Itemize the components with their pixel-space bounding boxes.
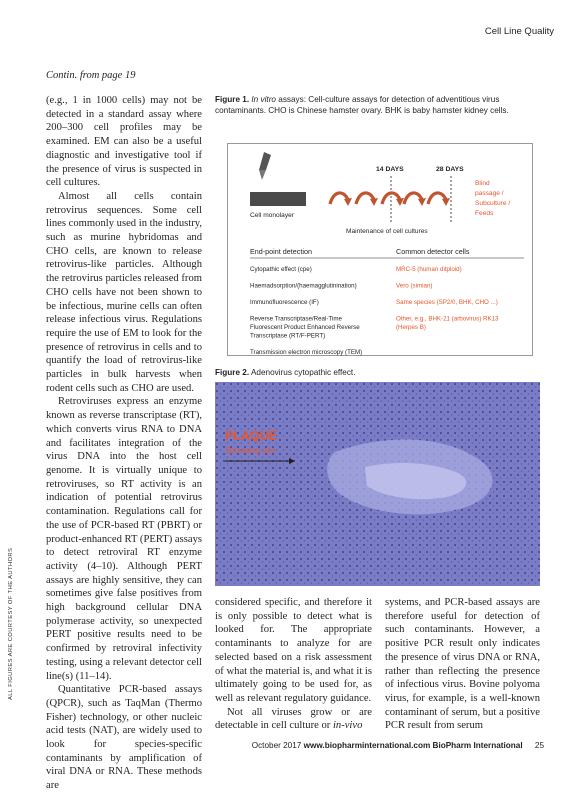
maintenance-arrowhead [442,198,450,206]
day-28-label: 28 DAYS [436,166,464,173]
maintenance-arrowhead [344,198,352,206]
maintenance-arrow [404,193,422,204]
endpoint-method: Reverse Transcriptase/Real-Time [250,315,342,323]
paragraph: Almost all cells contain retrovirus sequences. Some cell lines commonly used in the industry, such as murine hybridomas and CHO cells, are known to release retrovirus-like particles. Although the retrovirus particles released from CHO cells have not been shown to be infectious, murine cells can often release infectious virus. Regulations require the use of EM to look for the presence of retrovirus in cells and to quantify the load of retrovirus-like particles in bulk harvests when rodent cells such as CHO are used. [46,190,202,394]
endpoint-method: Cytopathic effect (cpe) [250,266,312,273]
running-header: Cell Line Quality [484,26,554,37]
paragraph [215,706,372,733]
detector-cells: Vero (simian) [396,282,433,290]
endpoint-method: Immunofluorescence (IF) [250,299,319,306]
figure-1-italic: In vitro [251,95,276,104]
cell-monolayer-plate [250,192,306,206]
figure-2-caption-text: Adenovirus cytopathic effect. [249,368,356,377]
website: www.biopharminternational.com [303,741,431,750]
detector-cells: (Herpes B) [396,324,426,331]
endpoint-header: End-point detection [250,247,312,256]
blind-label: Subculture / [475,200,511,207]
blind-label: Feeds [475,210,494,217]
column-3 [385,596,540,733]
detector-header: Common detector cells [396,247,470,256]
detector-cells: MRC-5 (human ditploid) [396,266,462,273]
column-1 [46,94,202,793]
figure-1-caption-text: assays: Cell-culture assays for detection of adventitious virus contaminants. CHO is Chinese hamster ovary. BHK is baby hamster kidney cells. [215,95,509,115]
figure-1-caption [215,95,530,116]
figure-credit: ALL FIGURES ARE COURTESY OF THE AUTHORS [8,547,14,700]
maintenance-arrowhead [418,198,426,206]
figure-1-label: Figure 1. [215,95,250,104]
day-14-label: 14 DAYS [376,166,404,173]
endpoint-method: Fluorescent Product Enhanced Reverse [250,324,360,331]
figure-2-caption [215,368,530,379]
page-number: 25 [534,741,544,750]
maintenance-arrow [356,193,374,204]
issue-date: October 2017 [251,741,302,750]
paragraph: systems, and PCR-based assays are therefore useful for detection of such contaminants. However, a positive PCR result only indicates the presence of virus DNA or RNA, rather than reflecting the presence of infectious virus. Bovine polyoma virus, for example, is a well-known contaminant of serum, but a positive PCR result from serum [385,597,540,732]
figure-1 [227,143,533,356]
continuation-note: Contin. from page 19 [46,70,136,81]
blind-label: passage / [475,190,504,197]
endpoint-method: Transmission electron microscopy (TEM) [250,349,363,356]
maintenance-arrowhead [396,198,404,206]
paragraph: (e.g., 1 in 1000 cells) may not be detected in a standard assay where 200–300 cell profiles may be examined. EM can also be a useful diagnostic and investigative tool if the presence of virus is suspected in cell cultures. [46,95,202,189]
blind-label: Blind [475,180,490,187]
maintenance-arrow [330,193,348,204]
detection-table [250,266,499,356]
maintenance-arrow [382,193,400,204]
detector-cells: Other, e.g., BHK-21 (arbovirus) RK13 [396,315,499,323]
column-2 [215,596,372,733]
paragraph-text: Not all viruses grow or are detectable in cell culture or [215,706,372,732]
cell-monolayer-label: Cell monolayer [250,212,294,219]
maintenance-arrowhead [370,198,378,206]
maintenance-label: Maintenance of cell cultures [346,228,428,235]
endpoint-method: Haemadsorption/(haemagglutinination) [250,282,357,290]
detector-cells: Same species (SP2/0, BHK, CHO ...) [396,299,498,306]
paragraph: Retroviruses express an enzyme known as reverse transcriptase (RT), which converts virus RNA to DNA and facilitates integration of the virus DNA into the host cell genome. It is virtually unique to retroviruses, so RT activity is an indication of potential retrovirus contamination. Regulations call for the use of PCR-based RT (PBRT) or product-enhanced RT (PERT) assays to detect retroviral RT enzyme activity (4–10). Although PERT assays are highly sensitive, they can sometimes give false positives from high background cellular DNA polymerase activity, so unexpected PERT positive results need to be confirmed by retroviral infectivity testing, using a relevant detector cell line(s) (11–14). [46,396,202,682]
endpoint-method: Transcriptase (RT/F-PERT) [250,332,326,340]
figure-2 [215,382,540,586]
paragraph: Quantitative PCR-based assays (QPCR), such as TaqMan (Thermo Fisher) technology, or other nucleic acid tests (NAT), are widely used to look for species-specific contaminants by amplification of viral DNA or RNA. These methods are [46,684,202,792]
assay-diagram [228,144,534,357]
paragraph: considered specific, and therefore it is only possible to detect what is looked for. The appropriate contaminants to analyze for are selected based on a risk assessment of what the material is, and what it is ultimately going to be used for, as well as relevant regulatory guidance. [215,597,372,704]
figure-2-label: Figure 2. [215,368,250,377]
maintenance-arrows [330,193,450,206]
spreading-label: Spreading cpe [225,446,276,455]
pipette-icon [259,152,271,180]
micrograph [215,382,540,586]
footer [252,741,544,750]
plaque-label: PLAQUE [225,429,278,443]
italic-term: in-vivo [332,720,363,732]
maintenance-arrow [428,193,446,204]
magazine-name: BioPharm International [432,741,523,750]
